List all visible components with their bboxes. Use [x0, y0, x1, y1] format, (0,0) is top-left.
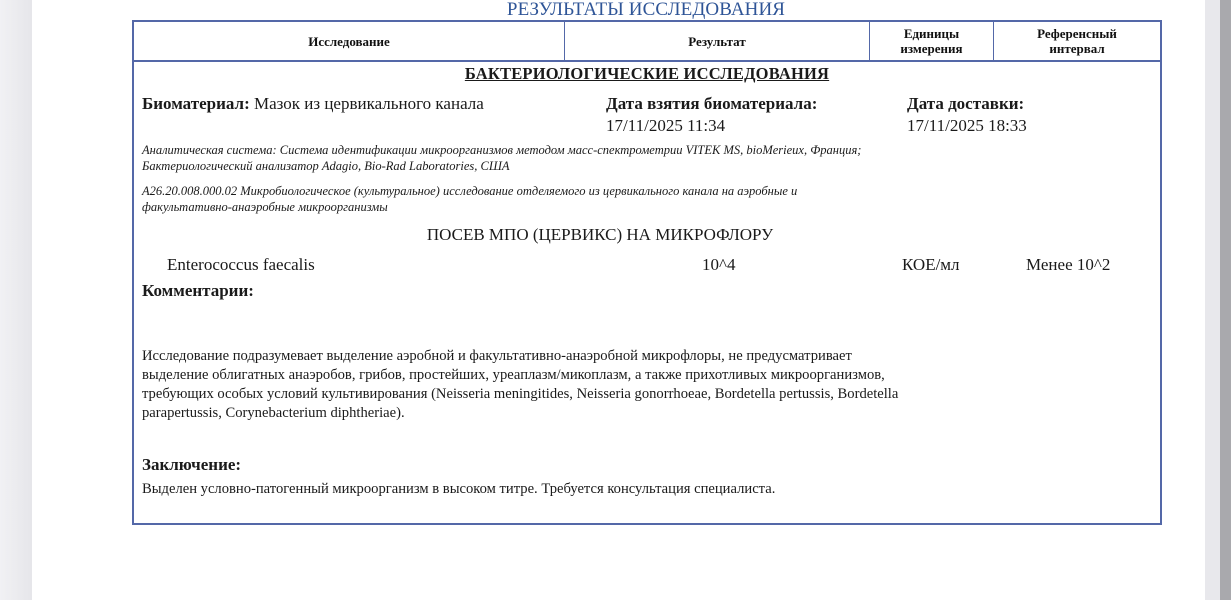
result-reference: Менее 10^2	[1026, 255, 1111, 274]
results-table	[132, 20, 1162, 525]
column-header-result: Результат	[565, 22, 870, 60]
column-header-reference	[994, 22, 1160, 60]
biomaterial-field	[142, 93, 484, 115]
column-header-test: Исследование	[134, 22, 565, 60]
analytical-system-line: Аналитическая система: Система идентификации микроорганизмов методом масс-спектрометрии VITEK MS, bioMerieux, Франция;	[142, 143, 862, 157]
collection-date-label: Дата взятия биоматериала:	[606, 94, 818, 113]
section-title: БАКТЕРИОЛОГИЧЕСКИЕ ИССЛЕДОВАНИЯ	[464, 64, 830, 83]
delivery-date-label: Дата доставки:	[907, 94, 1025, 113]
conclusion-label: Заключение:	[142, 455, 242, 474]
collection-date-value: 17/11/2025 11:34	[606, 116, 726, 135]
test-code-line: факультативно-анаэробные микроорганизмы	[142, 200, 388, 214]
test-code-note	[142, 183, 1142, 215]
result-value: 10^4	[702, 255, 736, 274]
collection-date-field	[606, 93, 817, 137]
vertical-scrollbar[interactable]	[1205, 0, 1231, 600]
comments-line: требующих особых условий культивирования (Neisseria meningitides, Neisseria gonorrhoeae, Bordetella pertussis, Bordetella	[142, 386, 899, 402]
table-header-row	[134, 22, 1160, 62]
result-unit: КОЕ/мл	[902, 255, 960, 274]
conclusion-text: Выделен условно-патогенный микроорганизм в высоком титре. Требуется консультация специалиста.	[142, 481, 776, 497]
test-code-line: А26.20.008.000.02 Микробиологическое (культуральное) исследование отделяемого из цервикального канала на аэробные и	[142, 184, 798, 198]
comments-text	[142, 347, 1082, 423]
biomaterial-value: Мазок из цервикального канала	[253, 94, 484, 113]
comments-line: выделение облигатных анаэробов, грибов, простейших, уреаплазм/микоплазм, а также прихотливых микроорганизмов,	[142, 367, 885, 383]
comments-line: parapertussis, Corynebacterium diphtheriae).	[142, 405, 405, 421]
document-title: РЕЗУЛЬТАТЫ ИССЛЕДОВАНИЯ	[506, 0, 786, 20]
column-header-units-line2: измерения	[900, 41, 963, 56]
column-header-reference-line2: интервал	[1049, 41, 1105, 56]
comments-label: Комментарии:	[142, 281, 254, 300]
culture-title: ПОСЕВ МПО (ЦЕРВИКС) НА МИКРОФЛОРУ	[426, 225, 774, 244]
analytical-system-line: Бактериологический анализатор Adagio, Bio-Rad Laboratories, США	[142, 159, 510, 173]
delivery-date-field	[907, 93, 1027, 137]
viewer-left-margin	[0, 0, 32, 600]
column-header-units	[870, 22, 994, 60]
result-organism: Enterococcus faecalis	[167, 255, 315, 274]
biomaterial-label: Биоматериал:	[142, 94, 250, 113]
delivery-date-value: 17/11/2025 18:33	[907, 116, 1027, 135]
analytical-system-note	[142, 142, 1142, 174]
column-header-reference-line1: Референсный	[1037, 26, 1117, 41]
scrollbar-thumb[interactable]	[1220, 0, 1231, 600]
column-header-units-line1: Единицы	[903, 26, 960, 41]
comments-line: Исследование подразумевает выделение аэробной и факультативно-анаэробной микрофлоры, не предусматривает	[142, 348, 852, 364]
